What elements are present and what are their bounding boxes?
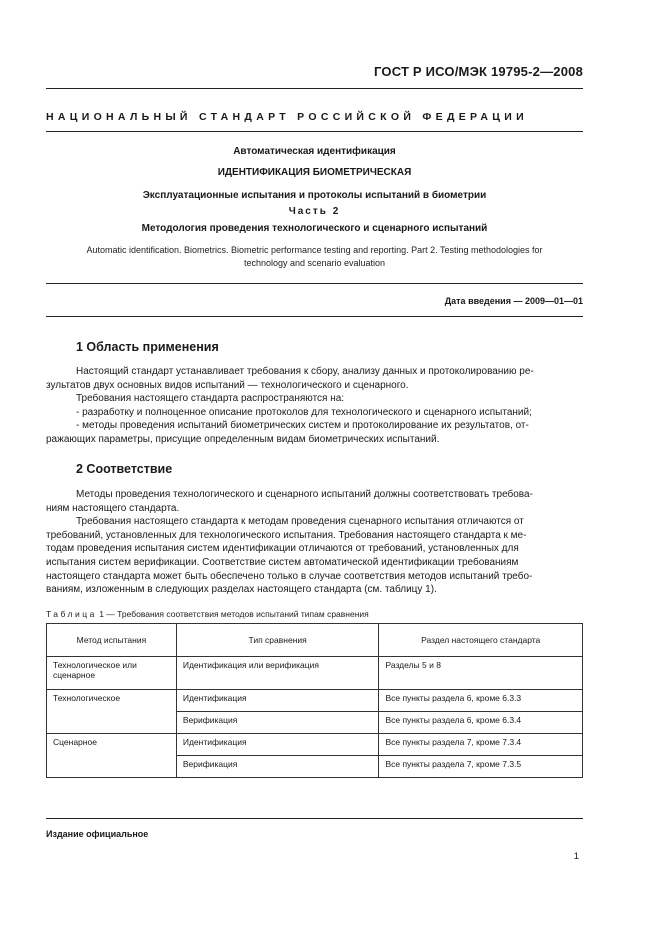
title-rule xyxy=(46,283,583,284)
section-1-body xyxy=(46,365,583,447)
paragraph-line: Требования настоящего стандарта к методам проведения сценарного испытания отличаются от xyxy=(76,516,524,528)
title-line-5: Методология проведения технологического и сценарного испытаний xyxy=(141,223,488,234)
national-standard-banner: НАЦИОНАЛЬНЫЙ СТАНДАРТ РОССИЙСКОЙ ФЕДЕРАЦИИ xyxy=(46,111,528,123)
paragraph-line: настоящего стандарта может быть обеспечено только в случае соответствия методов испытаний требо- xyxy=(46,570,533,582)
requirements-table xyxy=(46,623,583,778)
title-line-1: Автоматическая идентификация xyxy=(233,146,396,157)
table-caption-label: Таблица xyxy=(46,609,97,619)
paragraph-line: испытания систем верификации. Соответствие систем автоматической идентификации требованиям xyxy=(46,556,519,568)
title-line-3: Эксплуатационные испытания и протоколы испытаний в биометрии xyxy=(142,190,487,201)
paragraph-line: - разработку и полноценное описание протоколов для технологического и сценарного испытаний; xyxy=(76,406,532,418)
english-title-line-1: Automatic identification. Biometrics. Biometric performance testing and reporting. Part 2. Testing methodologies for xyxy=(86,245,543,255)
table-cell: Все пункты раздела 7, кроме 7.3.4 xyxy=(379,734,583,756)
banner-rule xyxy=(46,131,583,132)
table-caption-text: 1 — Требования соответствия методов испытаний типам сравнения xyxy=(99,609,369,619)
introduction-date: Дата введения — 2009—01—01 xyxy=(444,296,583,306)
gost-code: ГОСТ Р ИСО/МЭК 19795-2—2008 xyxy=(374,64,583,79)
table-cell: Сценарное xyxy=(47,734,177,778)
table-cell: Разделы 5 и 8 xyxy=(379,657,583,690)
date-rule xyxy=(46,316,583,317)
table-cell: Идентификация или верификация xyxy=(176,657,379,690)
paragraph-line: зультатов двух основных видов испытаний — технологического и сценарного. xyxy=(46,379,409,391)
official-edition-label: Издание официальное xyxy=(46,829,149,839)
table-cell: Идентификация xyxy=(176,734,379,756)
paragraph-line: ниям настоящего стандарта. xyxy=(46,502,180,514)
table-cell: Все пункты раздела 6, кроме 6.3.3 xyxy=(379,690,583,712)
paragraph-line: тодам проведения испытания систем идентификации отличаются от требований, установленных для xyxy=(46,543,519,555)
table-row xyxy=(47,734,583,756)
table-cell: Верификация xyxy=(176,712,379,734)
table-caption xyxy=(46,609,369,619)
section-2-body xyxy=(46,488,583,597)
table-cell: Верификация xyxy=(176,756,379,778)
english-title xyxy=(46,244,583,270)
header-rule xyxy=(46,88,583,89)
title-line-2: ИДЕНТИФИКАЦИЯ БИОМЕТРИЧЕСКАЯ xyxy=(217,167,412,178)
column-header: Тип сравнения xyxy=(176,624,379,657)
column-header: Метод испытания xyxy=(47,624,177,657)
table-header-row xyxy=(47,624,583,657)
table-cell: Все пункты раздела 7, кроме 7.3.5 xyxy=(379,756,583,778)
table-row xyxy=(47,690,583,712)
footer-rule xyxy=(46,818,583,819)
paragraph-line: требований, установленных для технологического испытания. Требования настоящего стандарта к ме- xyxy=(46,529,527,541)
column-header: Раздел настоящего стандарта xyxy=(379,624,583,657)
section-2-heading: 2 Соответствие xyxy=(76,462,173,476)
title-part: Часть 2 xyxy=(288,206,341,217)
english-title-line-2: technology and scenario evaluation xyxy=(243,258,386,268)
table-cell: Технологическое или сценарное xyxy=(47,657,177,690)
section-1-heading: 1 Область применения xyxy=(76,340,219,354)
paragraph-line: Методы проведения технологического и сценарного испытаний должны соответствовать требова- xyxy=(76,489,533,500)
table-cell: Технологическое xyxy=(47,690,177,734)
paragraph-line: ражающих параметры, присущие определенным видам биометрических испытаний. xyxy=(46,433,440,445)
table-row xyxy=(47,657,583,690)
table-cell: Идентификация xyxy=(176,690,379,712)
paragraph-line: - методы проведения испытаний биометрических систем и протоколирование их результатов, от- xyxy=(76,420,529,432)
paragraph-line: ваниям, изложенным в следующих разделах настоящего стандарта (см. таблицу 1). xyxy=(46,584,437,596)
page-number: 1 xyxy=(573,851,579,862)
paragraph-line: Настоящий стандарт устанавливает требования к сбору, анализу данных и протоколированию ре- xyxy=(76,366,534,377)
table-cell: Все пункты раздела 6, кроме 6.3.4 xyxy=(379,712,583,734)
paragraph-line: Требования настоящего стандарта распространяются на: xyxy=(76,393,345,405)
